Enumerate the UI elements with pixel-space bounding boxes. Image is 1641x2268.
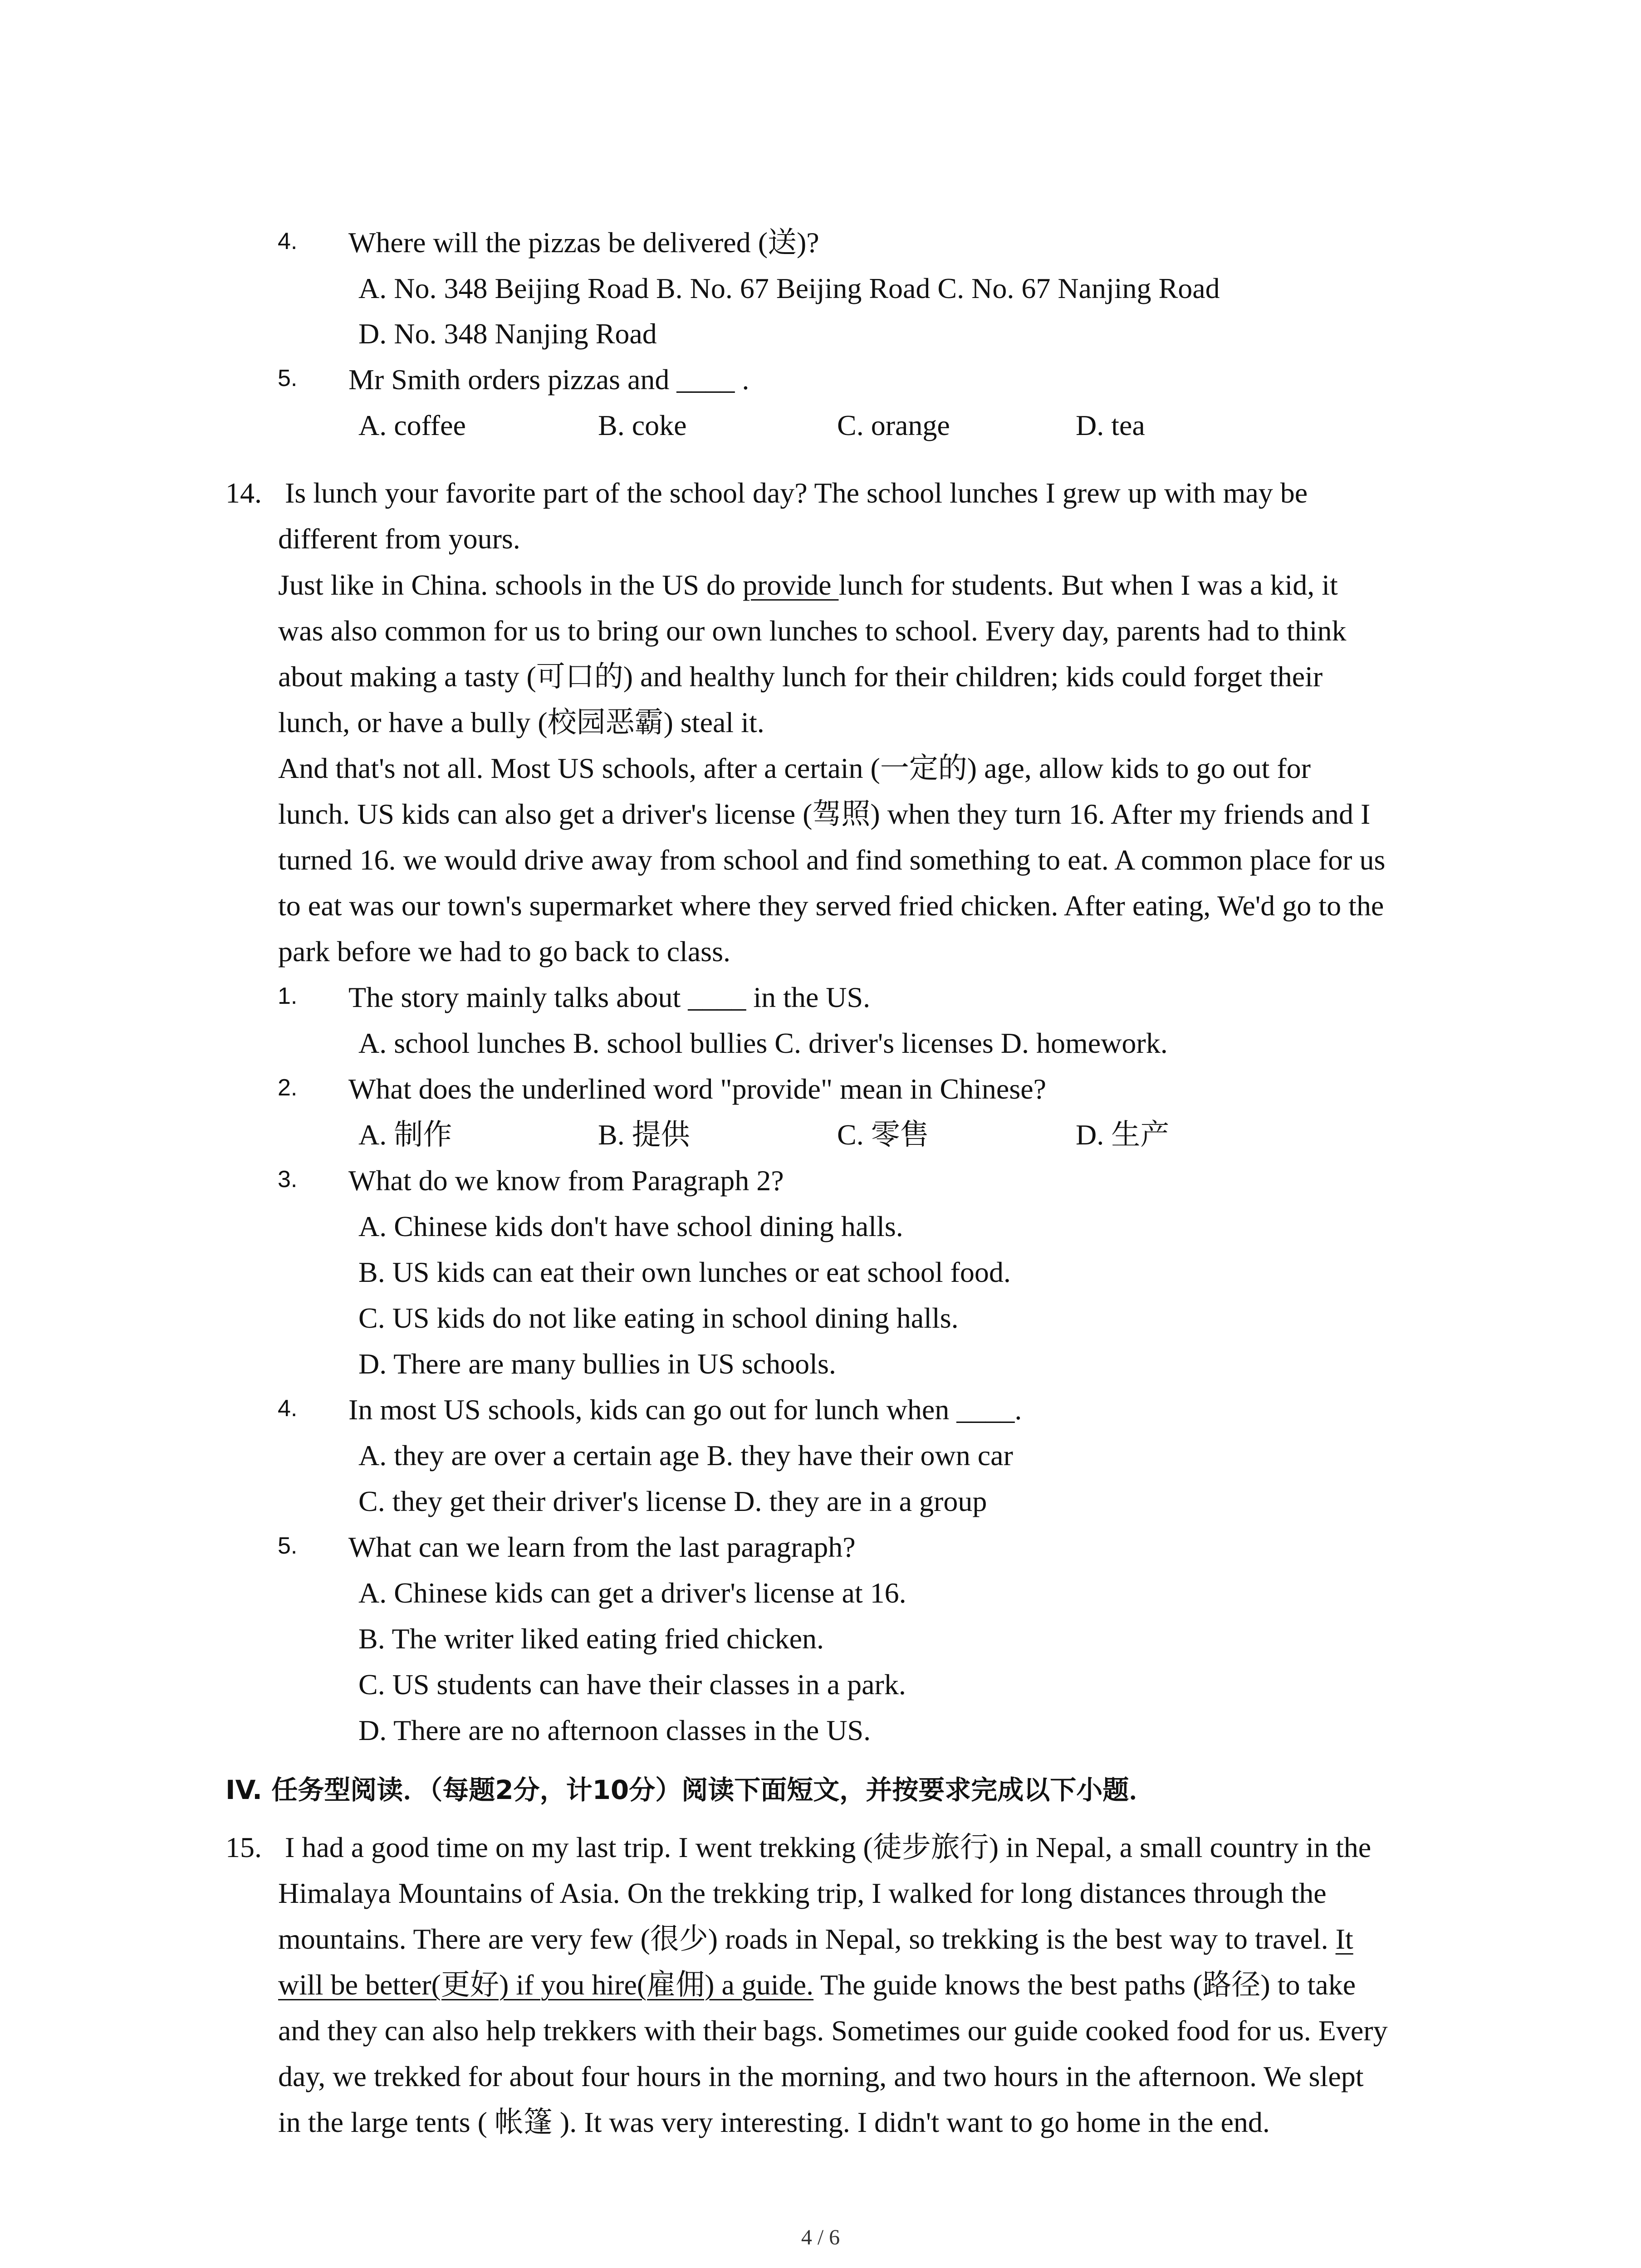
passage-line: day, we trekked for about four hours in the morning, and two hours in the afternoon. We slept	[278, 2060, 1364, 2092]
question-number: 3.	[278, 1166, 298, 1193]
question-number: 14.	[225, 477, 262, 509]
passage-line: to eat was our town's supermarket where they served fried chicken. After eating, We'd go to the	[278, 890, 1384, 922]
question-number: 5.	[278, 365, 298, 391]
passage-line: different from yours.	[278, 523, 520, 555]
question-stem: In most US schools, kids can go out for lunch when ____.	[348, 1393, 1022, 1426]
question-stem: The story mainly talks about ____ in the US.	[348, 981, 871, 1013]
passage-line: about making a tasty (可口的) and healthy lunch for their children; kids could forget their	[278, 660, 1323, 693]
question-number: 15.	[225, 1831, 262, 1863]
question-stem: What can we learn from the last paragraph?	[348, 1531, 856, 1563]
passage-text: mountains. There are very few (很少) roads in Nepal, so trekking is the best way to travel.	[278, 1923, 1336, 1955]
page-number: 4 / 6	[801, 2225, 840, 2249]
answer-option-b: B. US kids can eat their own lunches or eat school food.	[358, 1256, 1011, 1288]
answer-option-a: A. Chinese kids don't have school dining halls.	[358, 1210, 903, 1242]
answer-option-d: D. There are no afternoon classes in the US.	[358, 1714, 871, 1746]
passage-line: And that's not all. Most US schools, after a certain (一定的) age, allow kids to go out for	[278, 752, 1311, 784]
answer-option-c: C. US kids do not like eating in school dining halls.	[358, 1302, 959, 1334]
question-number: 4.	[278, 228, 298, 254]
answer-option-b: B. The writer liked eating fried chicken.	[358, 1623, 824, 1655]
question-stem: Mr Smith orders pizzas and ____ .	[348, 363, 749, 396]
passage-line: Himalaya Mountains of Asia. On the trekking trip, I walked for long distances through the	[278, 1877, 1327, 1909]
answer-option-a: A. 制作	[358, 1119, 452, 1151]
answer-option-d: D. 生产	[1076, 1119, 1170, 1151]
answer-option-c: C. orange	[837, 409, 950, 441]
answer-options: A. school lunches B. school bullies C. driver's licenses D. homework.	[358, 1027, 1168, 1059]
passage-line: park before we had to go back to class.	[278, 935, 730, 968]
answer-option-a: A. Chinese kids can get a driver's license at 16.	[358, 1577, 906, 1609]
question-stem: Where will the pizzas be delivered (送)?	[348, 226, 819, 259]
answer-option-d: D. tea	[1076, 409, 1145, 441]
answer-option-d: D. There are many bullies in US schools.	[358, 1348, 836, 1380]
underlined-word-provide: provide	[743, 569, 839, 601]
passage-line	[278, 1970, 1356, 1999]
question-number: 4.	[278, 1395, 298, 1422]
passage-line: lunch. US kids can also get a driver's license (驾照) when they turn 16. After my friends and I	[278, 798, 1371, 830]
passage-line: and they can also help trekkers with their bags. Sometimes our guide cooked food for us. Every	[278, 2014, 1388, 2047]
question-stem: What does the underlined word "provide" mean in Chinese?	[348, 1073, 1047, 1105]
answer-option-a: A. coffee	[358, 409, 466, 441]
underlined-sentence: It	[1335, 1923, 1353, 1955]
passage-line: was also common for us to bring our own lunches to school. Every day, parents had to think	[278, 615, 1347, 647]
passage-line: in the large tents ( 帐篷 ). It was very interesting. I didn't want to go home in the end.	[278, 2106, 1270, 2138]
answer-option-c: C. US students can have their classes in a park.	[358, 1668, 906, 1701]
underlined-sentence: will be better(更好) if you hire(雇佣) a guide.	[278, 1969, 814, 2001]
passage-text: lunch for students. But when I was a kid, it	[838, 569, 1338, 601]
answer-option-b: B. coke	[598, 409, 687, 441]
answer-option-c: C. 零售	[837, 1119, 929, 1151]
section-heading: IV. 任务型阅读．（每题2分，计10分）阅读下面短文，并按要求完成以下小题．	[225, 1774, 1156, 1805]
passage-line: I had a good time on my last trip. I went trekking (徒步旅行) in Nepal, a small country in the	[285, 1831, 1372, 1863]
answer-options: A. No. 348 Beijing Road B. No. 67 Beijing Road C. No. 67 Nanjing Road	[358, 272, 1220, 304]
question-number: 2.	[278, 1075, 298, 1101]
passage-text: The guide knows the best paths (路径) to take	[813, 1969, 1356, 2001]
passage-line: turned 16. we would drive away from school and find something to eat. A common place for us	[278, 844, 1386, 876]
answer-options: A. they are over a certain age B. they have their own car	[358, 1439, 1013, 1471]
question-stem: What do we know from Paragraph 2?	[348, 1164, 784, 1197]
answer-option-b: B. 提供	[598, 1119, 690, 1151]
question-number: 5.	[278, 1533, 298, 1559]
question-number: 1.	[278, 983, 298, 1009]
passage-line	[278, 1925, 1353, 1954]
passage-line: lunch, or have a bully (校园恶霸) steal it.	[278, 706, 764, 738]
answer-option: D. No. 348 Nanjing Road	[358, 318, 657, 350]
passage-text: Just like in China. schools in the US do	[278, 569, 743, 601]
passage-line: Is lunch your favorite part of the school day? The school lunches I grew up with may be	[285, 477, 1308, 509]
passage-line	[278, 571, 1338, 600]
answer-options: C. they get their driver's license D. they are in a group	[358, 1485, 987, 1517]
